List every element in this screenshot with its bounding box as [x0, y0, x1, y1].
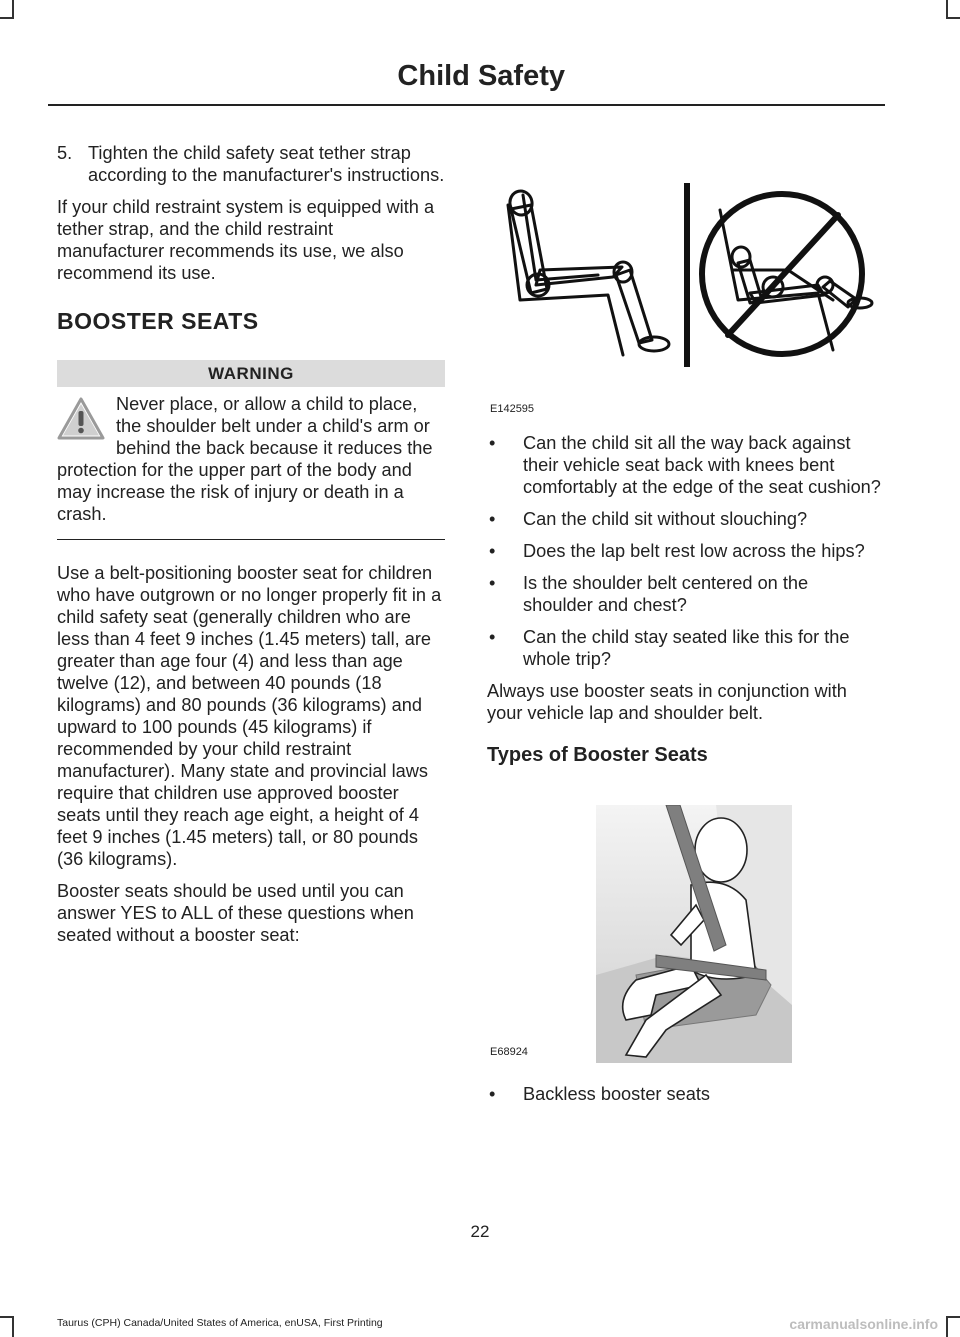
- crop-mark: [946, 1316, 948, 1337]
- types-list-container: [487, 1083, 882, 1115]
- question-text: Is the shoulder belt centered on the shoulder and chest?: [523, 573, 809, 615]
- seat-position-illustration: [488, 175, 883, 375]
- bullet: •: [489, 509, 496, 529]
- tether-paragraph: If your child restraint system is equipped with a tether strap, and the child restraint manufacturer recommends its use, we also recommend its use.: [57, 197, 435, 283]
- crop-mark: [0, 1316, 14, 1318]
- right-column: [487, 432, 882, 766]
- warning-label: WARNING: [57, 360, 445, 387]
- figure2-code: E68924: [490, 1046, 528, 1058]
- header-rule: [48, 104, 885, 106]
- left-column: [57, 142, 445, 956]
- bullet: •: [489, 627, 496, 647]
- crop-mark: [946, 0, 948, 17]
- warning-text-body: Never place, or allow a child to place, the shoulder belt under a child's arm or behind the back because it reduces the protection for the upper part of the body and may increase the risk of injury or death in a crash.: [57, 394, 433, 524]
- question-text: Can the child stay seated like this for the whole trip?: [523, 627, 850, 669]
- warning-text-content: [57, 393, 445, 525]
- list-item: [487, 540, 882, 562]
- warning-triangle-icon: [57, 397, 105, 441]
- list-item: [487, 1083, 882, 1105]
- step-5: [57, 142, 445, 186]
- question-list: [487, 432, 882, 670]
- watermark: carmanualsonline.info: [789, 1316, 938, 1332]
- bullet: •: [489, 1084, 496, 1104]
- backless-booster-illustration: [596, 805, 792, 1063]
- step-text: Tighten the child safety seat tether strap according to the manufacturer's instructions.: [88, 143, 445, 185]
- list-item: [487, 508, 882, 530]
- crop-mark: [12, 0, 14, 17]
- crop-mark: [12, 1316, 14, 1337]
- question-text: Does the lap belt rest low across the hips?: [523, 541, 865, 561]
- type-text: Backless booster seats: [523, 1084, 711, 1104]
- crop-mark: [0, 17, 14, 19]
- warning-box: [57, 393, 445, 525]
- types-subheading: Types of Booster Seats: [487, 744, 708, 766]
- booster-until-paragraph: Booster seats should be used until you can answer YES to ALL of these questions when seated without a booster seat:: [57, 881, 414, 945]
- section-heading: BOOSTER SEATS: [57, 308, 259, 334]
- list-item: [487, 572, 882, 616]
- list-item: [487, 626, 882, 670]
- edition-footer: Taurus (CPH) Canada/United States of America, enUSA, First Printing: [57, 1317, 383, 1329]
- bullet: •: [489, 541, 496, 561]
- step-number: 5.: [57, 143, 73, 163]
- bullet: •: [489, 573, 496, 593]
- page-title: Child Safety: [397, 60, 565, 92]
- crop-mark: [946, 1316, 960, 1318]
- warning-divider: [57, 539, 445, 540]
- bullet: •: [489, 433, 496, 453]
- figure1-code: E142595: [490, 403, 535, 415]
- question-text: Can the child sit without slouching?: [523, 509, 808, 529]
- page-number: 22: [470, 1222, 490, 1241]
- crop-mark: [946, 17, 960, 19]
- warning-text: [57, 393, 445, 525]
- list-item: [487, 432, 882, 498]
- question-text: Can the child sit all the way back against their vehicle seat back with knees bent comfortably at the edge of the seat cushion?: [523, 433, 881, 497]
- booster-use-paragraph: Use a belt-positioning booster seat for children who have outgrown or no longer properly fit in a child safety seat (generally children who are less than 4 feet 9 inches (1.45 meters) tall, are greater than age four (4) and less than age twelve (12), and between 40 pounds (18 kilograms) and 80 pounds (36 kilograms) and upward to 100 pounds (45 kilograms) if recommended by your child restraint manufacturer). Many state and provincial laws require that children use approved booster seats until they reach age eight, a height of 4 feet 9 inches (1.45 meters) tall, or 80 pounds (36 kilograms).: [57, 563, 442, 869]
- always-paragraph: Always use booster seats in conjunction with your vehicle lap and shoulder belt.: [487, 681, 847, 723]
- types-list: [487, 1083, 882, 1105]
